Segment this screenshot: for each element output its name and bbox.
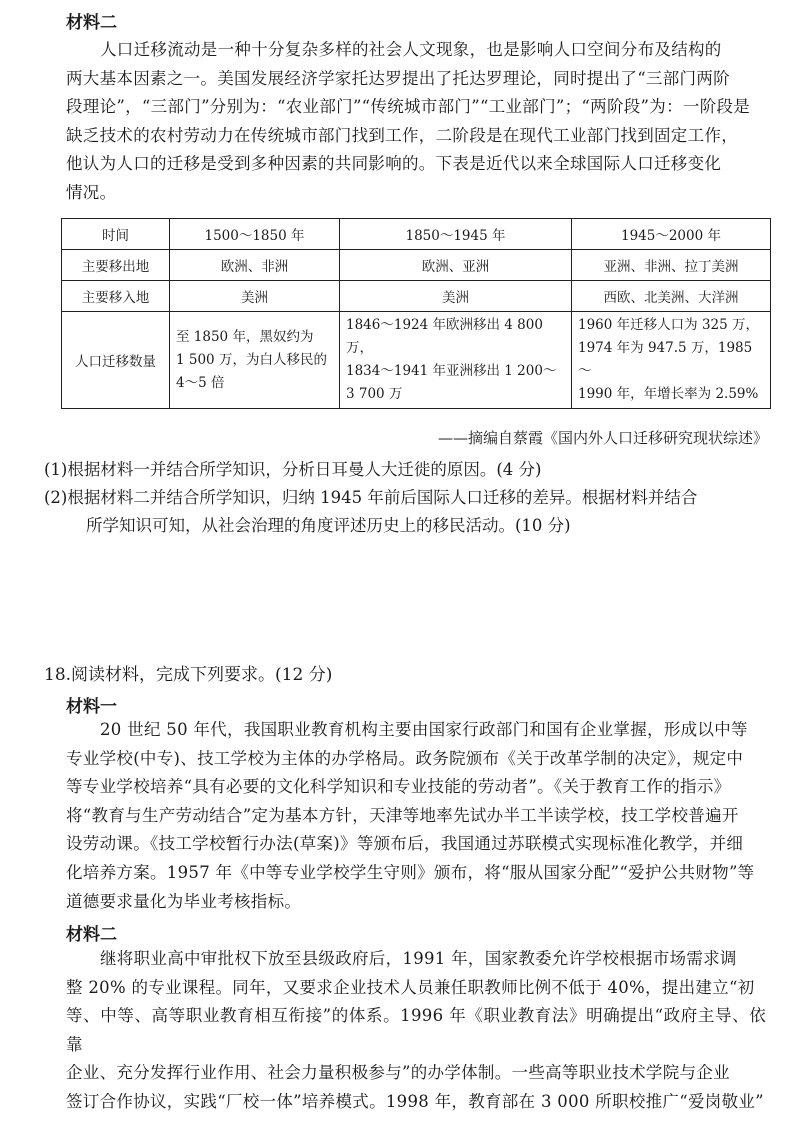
table-header-cell: 1500～1850 年	[170, 219, 340, 250]
paragraph-line: 专业学校(中专)、技工学校为主体的办学格局。政务院颁布《关于改革学制的决定》，规定中	[66, 748, 744, 768]
table-row-label: 人口迁移数量	[62, 312, 170, 409]
table-cell: 美洲	[170, 281, 340, 312]
table-row	[62, 281, 771, 312]
question-1: (1)根据材料一并结合所学知识，分析日耳曼人大迁徙的原因。(4 分)	[44, 460, 542, 479]
paragraph-line: 情况。	[66, 182, 117, 202]
table-header-cell: 1850～1945 年	[340, 219, 572, 250]
paragraph-line: 等专业学校培养“具有必要的文化科学知识和专业技能的劳动者”。《关于教育工作的指示》	[66, 777, 731, 797]
table-row	[62, 250, 771, 281]
table-cell: 欧洲、亚洲	[340, 250, 572, 281]
table-row-label: 主要移出地	[62, 250, 170, 281]
table-row	[62, 312, 771, 409]
paragraph-line: 人口迁移流动是一种十分复杂多样的社会人文现象，也是影响人口空间分布及结构的	[100, 40, 722, 59]
paragraph-line: 化培养方案。1957 年《中等专业学校学生守则》颁布，将“服从国家分配”“爱护公共财物”等	[66, 862, 755, 882]
material2-heading: 材料二	[66, 925, 117, 945]
paragraph-line: 缺乏技术的农村劳动力在传统城市部门找到工作，二阶段是在现代工业部门找到固定工作，	[66, 125, 738, 145]
paragraph-line: 20 世纪 50 年代，我国职业教育机构主要由国家行政部门和国有企业掌握，形成以中等	[100, 720, 748, 739]
table-row-label: 主要移入地	[62, 281, 170, 312]
paragraph-line: 等、中等、高等职业教育相互衔接”的体系。1996 年《职业教育法》明确提出“政府主导、依靠	[66, 1006, 766, 1054]
table-cell: 欧洲、非洲	[170, 250, 340, 281]
paragraph-line: 设劳动课。《技工学校暂行办法(草案)》等颁布后，我国通过苏联模式实现标准化教学，并细	[66, 834, 744, 854]
question-2: (2)根据材料二并结合所学知识，归纳 1945 年前后国际人口迁移的差异。根据材料并结合	[44, 488, 698, 507]
table-header-cell: 时间	[62, 219, 170, 250]
paragraph-line: 道德要求量化为毕业考核指标。	[66, 891, 302, 911]
source-citation: ——摘编自蔡霞《国内外人口迁移研究现状综述》	[437, 429, 768, 447]
material1-paragraph	[66, 716, 766, 916]
table-header-row	[62, 219, 771, 250]
table-cell: 1960 年迁移人口为 325 万， 1974 年为 947.5 万，1985～ 1990 年，年增长率为 2.59%	[572, 312, 771, 409]
paragraph-line: 将“教育与生产劳动结合”定为基本方针，天津等地率先试办半工半读学校，技工学校普遍开	[66, 805, 739, 825]
material2-paragraph	[66, 36, 766, 208]
table-cell: 1846～1924 年欧洲移出 4 800 万， 1834～1941 年亚洲移出 1 200～ 3 700 万	[340, 312, 572, 409]
table-cell: 西欧、北美洲、大洋洲	[572, 281, 771, 312]
material2-paragraph	[66, 945, 766, 1117]
table-cell: 亚洲、非洲、拉丁美洲	[572, 250, 771, 281]
paragraph-line: 段理论”，“三部门”分别为：“农业部门”“传统城市部门”“工业部门”；“两阶段”为：一阶段是	[66, 97, 751, 117]
paragraph-line: 继将职业高中审批权下放至县级政府后，1991 年，国家教委允许学校根据市场需求调	[100, 949, 737, 968]
table-cell: 至 1850 年，黑奴约为 1 500 万，为白人移民的 4～5 倍	[170, 312, 340, 409]
table-header-cell: 1945～2000 年	[572, 219, 771, 250]
question-18-title: 18.阅读材料，完成下列要求。(12 分)	[44, 665, 333, 685]
paragraph-line: 签订合作协议，实践“厂校一体”培养模式。1998 年，教育部在 3 000 所职校推广“爱岗敬业”	[66, 1091, 764, 1111]
paragraph-line: 他认为人口的迁移是受到多种因素的共同影响的。下表是近代以来全球国际人口迁移变化	[66, 154, 722, 174]
material1-heading: 材料一	[66, 697, 117, 717]
table-cell: 美洲	[340, 281, 572, 312]
paragraph-line: 两大基本因素之一。美国发展经济学家托达罗提出了托达罗理论，同时提出了“三部门两阶	[66, 68, 730, 88]
question-2-continued: 所学知识可知，从社会治理的角度评述历史上的移民活动。(10 分)	[86, 516, 571, 535]
paragraph-line: 企业、充分发挥行业作用、社会力量积极参与”的办学体制。一些高等职业技术学院与企业	[66, 1063, 730, 1083]
material2-heading: 材料二	[66, 13, 117, 33]
migration-table	[61, 218, 771, 409]
paragraph-line: 整 20% 的专业课程。同年，又要求企业技术人员兼任职教师比例不低于 40%，提出建立“初	[66, 977, 755, 997]
